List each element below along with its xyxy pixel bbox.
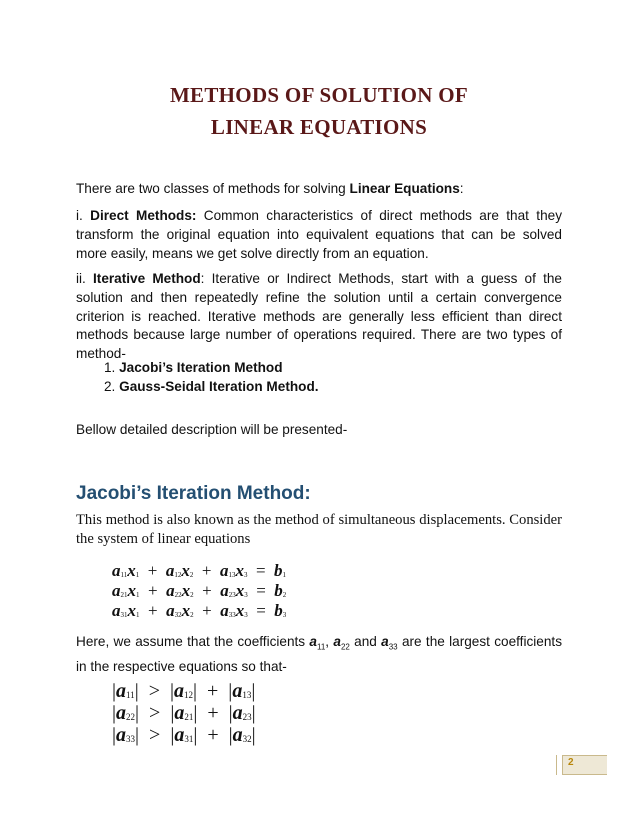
list-number: 1. [104,360,120,375]
list-number: 2. [104,379,120,394]
page-title-line-2: LINEAR EQUATIONS [210,115,428,139]
jacobi-description: This method is also known as the method of simultaneous displacements. Consider the system of linear equations [76,512,562,547]
direct-prefix: i. [76,208,91,223]
equation-row-3: $a_{31}x_1 + a_{32}x_2 + a_{33}x_3 = b_3$ [112,601,287,620]
list-method-name: Jacobi’s Iteration Method [119,360,283,375]
iterative-method-paragraph [76,270,562,364]
intro-end: : [459,181,464,196]
page-number: 2 [568,757,574,768]
assumption-paragraph: Here, we assume that the coefficients $a_{11}$, $a_{22}$ and $a_{33}$ are the largest coefficients in the respective equations so that- [76,634,562,674]
list-item [104,377,319,396]
inequality-row-2: $|a_{22}| > |a_{21}| + |a_{23}|$ [112,702,256,724]
iterative-text: : Iterative or Indirect Methods, start with a guess of the solution and then repeatedly refine the solution until a certain convergence criterion is reached. Iterative methods are generally less efficient than direct methods because large number of operations required. There are two types of method- [76,271,562,362]
inequality-row-1: $|a_{11}| > |a_{12}| + |a_{13}|$ [112,680,256,702]
intro-text: There are two classes of methods for solving [76,181,350,196]
iterative-label: Iterative Method [93,271,201,286]
list-item [104,358,283,377]
direct-methods-paragraph [76,207,562,263]
iterative-prefix: ii. [76,271,94,286]
direct-text: Common characteristics of direct methods are that they transform the original equation into equivalent equations that can be solved more easily, means we get solve directly from an equation. [76,208,563,261]
intro-paragraph [76,180,562,199]
equation-row-2: $a_{21}x_1 + a_{22}x_2 + a_{23}x_3 = b_2$ [112,581,287,600]
direct-label: Direct Methods: [90,208,197,223]
page-number-divider [556,755,557,775]
bellow-text: Bellow detailed description will be presented- [76,422,348,437]
section-heading-jacobi: Jacobi’s Iteration Method: [76,483,311,504]
equation-row-1: $a_{11}x_1 + a_{12}x_2 + a_{13}x_3 = b_1$ [112,561,287,580]
page-title-line-1: METHODS OF SOLUTION OF [169,83,469,107]
inequality-row-3: $|a_{33}| > |a_{31}| + |a_{32}|$ [112,724,256,746]
list-method-name: Gauss-Seidal Iteration Method. [119,379,319,394]
intro-bold: Linear Equations [349,181,460,196]
